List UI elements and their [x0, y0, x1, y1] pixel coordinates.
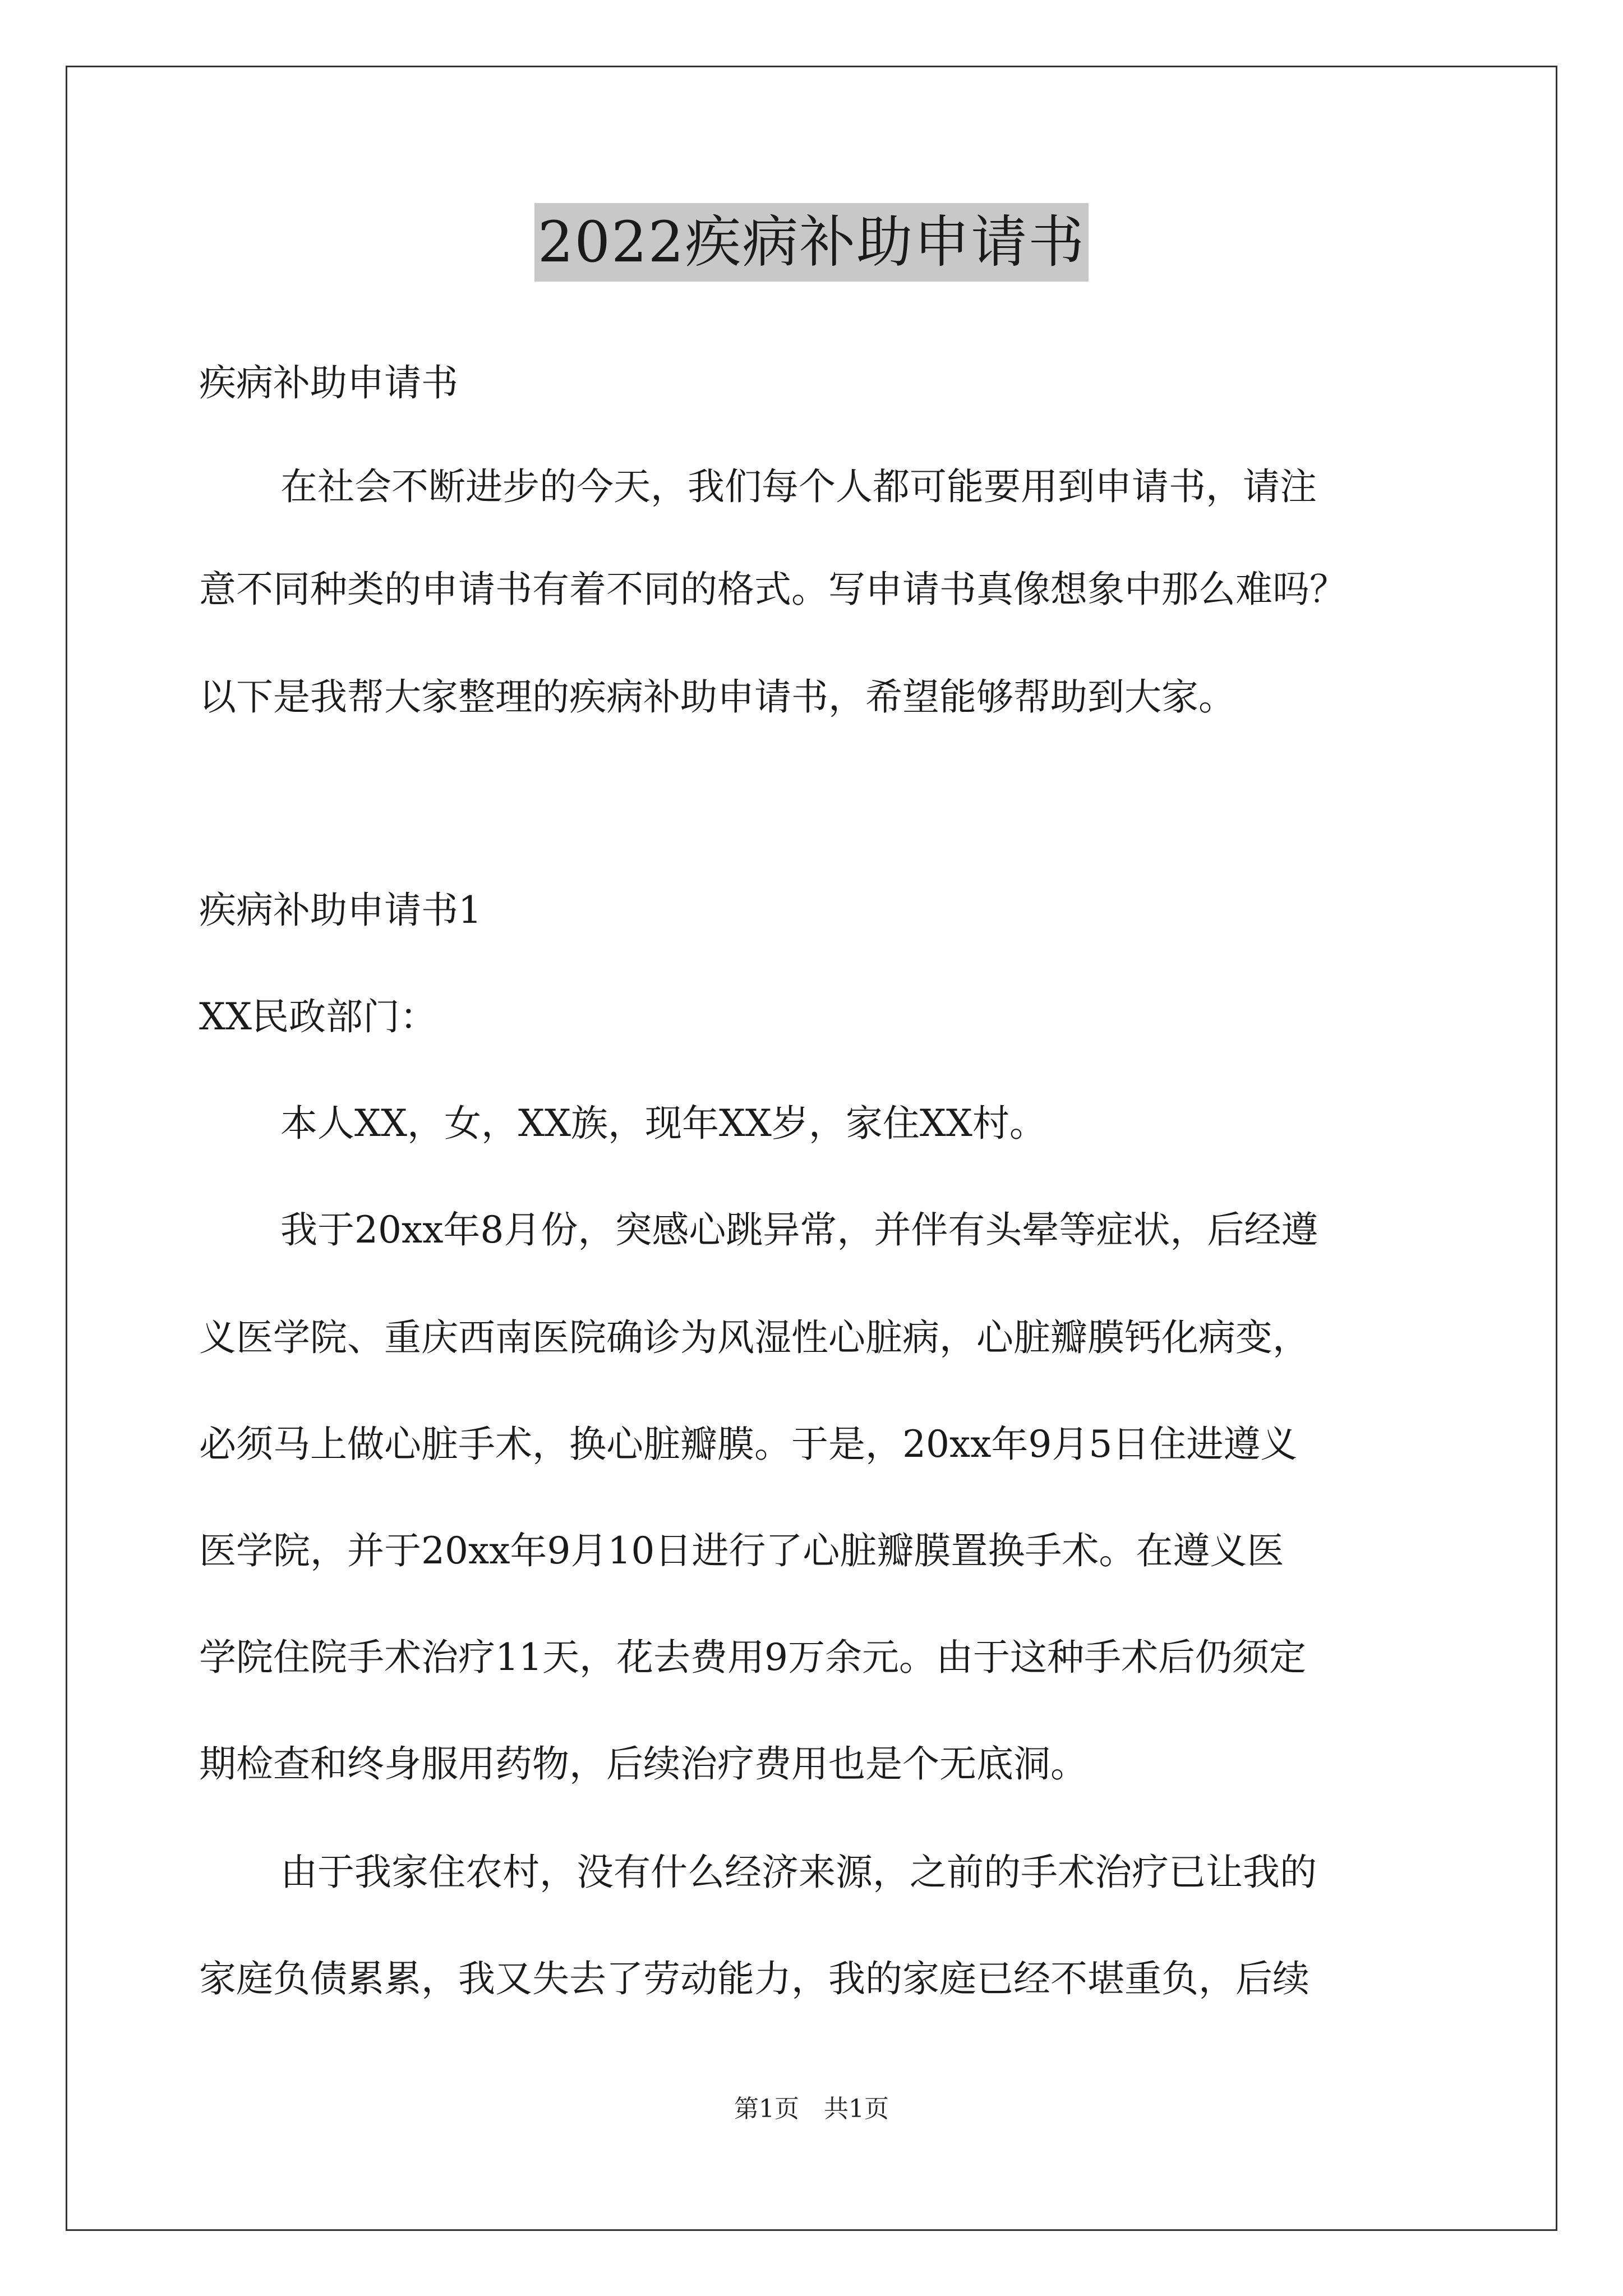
body-paragraph-2-line-4: 医学院，并于20xx年9月10日进行了心脏瓣膜置换手术。在遵义医 — [199, 1529, 1284, 1572]
body-paragraph-2-line-6: 期检查和终身服用药物，后续治疗费用也是个无底洞。 — [199, 1742, 1087, 1786]
body-paragraph-1: 本人XX，女，XX族，现年XX岁，家住XX村。 — [280, 1102, 1046, 1145]
intro-paragraph-line-1: 在社会不断进步的今天，我们每个人都可能要用到申请书，请注 — [280, 465, 1317, 508]
intro-paragraph-line-3: 以下是我帮大家整理的疾病补助申请书，希望能够帮助到大家。 — [199, 675, 1235, 719]
body-paragraph-2-line-5: 学院住院手术治疗11天，花去费用9万余元。由于这种手术后仍须定 — [199, 1636, 1306, 1679]
page-footer: 第1页 共1页 — [734, 2095, 889, 2123]
body-paragraph-2-line-1: 我于20xx年8月份，突感心跳异常，并伴有头晕等症状，后经遵 — [280, 1208, 1318, 1251]
section-heading: 疾病补助申请书 — [199, 361, 458, 404]
title-container — [0, 203, 1623, 282]
body-paragraph-2-line-2: 义医学院、重庆西南医院确诊为风湿性心脏病，心脏瓣膜钙化病变， — [199, 1316, 1310, 1359]
intro-paragraph-line-2: 意不同种类的申请书有着不同的格式。写申请书真像想象中那么难吗？ — [199, 568, 1347, 611]
body-paragraph-2-line-3: 必须马上做心脏手术，换心脏瓣膜。于是，20xx年9月5日住进遵义 — [199, 1423, 1298, 1466]
body-paragraph-3-line-2: 家庭负债累累，我又失去了劳动能力，我的家庭已经不堪重负，后续 — [199, 1957, 1310, 2000]
document-title: 2022疾病补助申请书 — [534, 203, 1089, 282]
body-paragraph-3-line-1: 由于我家住农村，没有什么经济来源，之前的手术治疗已让我的 — [280, 1851, 1317, 1894]
letter-heading: 疾病补助申请书1 — [199, 889, 482, 932]
salutation: XX民政部门： — [199, 995, 437, 1038]
